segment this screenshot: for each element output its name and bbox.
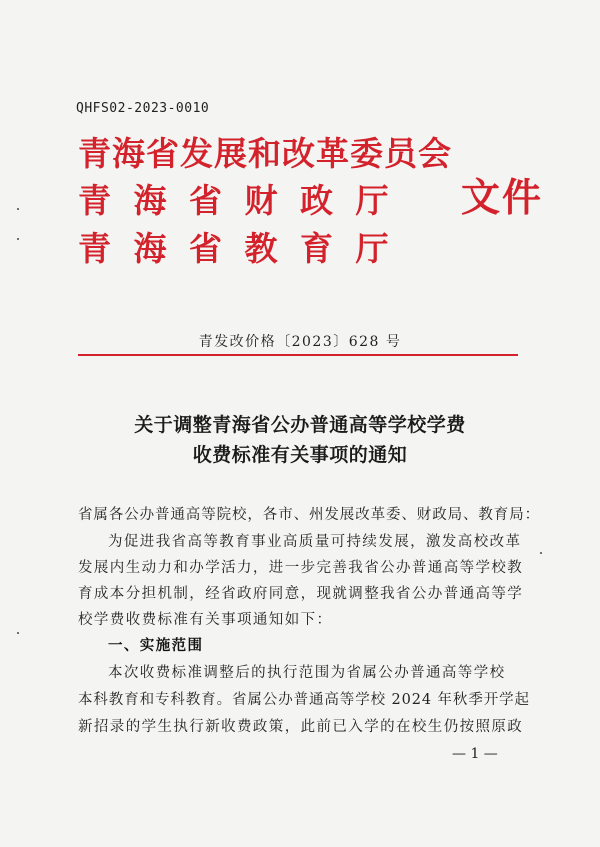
page-number: — 1 — — [452, 746, 498, 762]
section-heading: 一、实施范围 — [108, 637, 204, 654]
body-text-line: 发展内生动力和办学活力，进一步完善我省公办普通高等学校教 — [78, 560, 524, 576]
document-number: 青发改价格〔2023〕628 号 — [198, 334, 402, 350]
issuer-finance-department: 青海省财政厅 — [78, 181, 411, 220]
body-text-line: 新招录的学生执行新收费政策，此前已入学的在校生仍按照原政 — [78, 719, 524, 735]
scan-speck — [17, 238, 19, 240]
issuer-development-reform-commission: 青海省发展和改革委员会 — [78, 134, 452, 173]
red-divider-line — [78, 354, 518, 356]
document-type-label: 文件 — [461, 175, 544, 221]
notice-title-line-2: 收费标准有关事项的通知 — [192, 444, 408, 466]
issuer-education-department: 青海省教育厅 — [78, 229, 411, 268]
scan-speck — [540, 552, 542, 554]
body-text-line: 校学费收费标准有关事项通知如下： — [78, 612, 333, 628]
body-text-line: 为促进我省高等教育事业高质量可持续发展，激发高校改革 — [108, 534, 522, 550]
document-code: QHFS02-2023-0010 — [76, 101, 210, 116]
notice-title-line-1: 关于调整青海省公办普通高等学校学费 — [134, 414, 466, 436]
body-text-line: 本科教育和专科教育。省属公办普通高等学校 2024 年秋季开学起 — [78, 692, 530, 708]
body-text-line: 本次收费标准调整后的执行范围为省属公办普通高等学校 — [108, 665, 506, 681]
scan-speck — [17, 632, 19, 634]
scan-speck — [17, 208, 19, 210]
body-text-line: 育成本分担机制，经省政府同意，现就调整我省公办普通高等学 — [78, 586, 524, 602]
addressee-line: 省属各公办普通高等院校，各市、州发展改革委、财政局、教育局： — [78, 507, 540, 523]
